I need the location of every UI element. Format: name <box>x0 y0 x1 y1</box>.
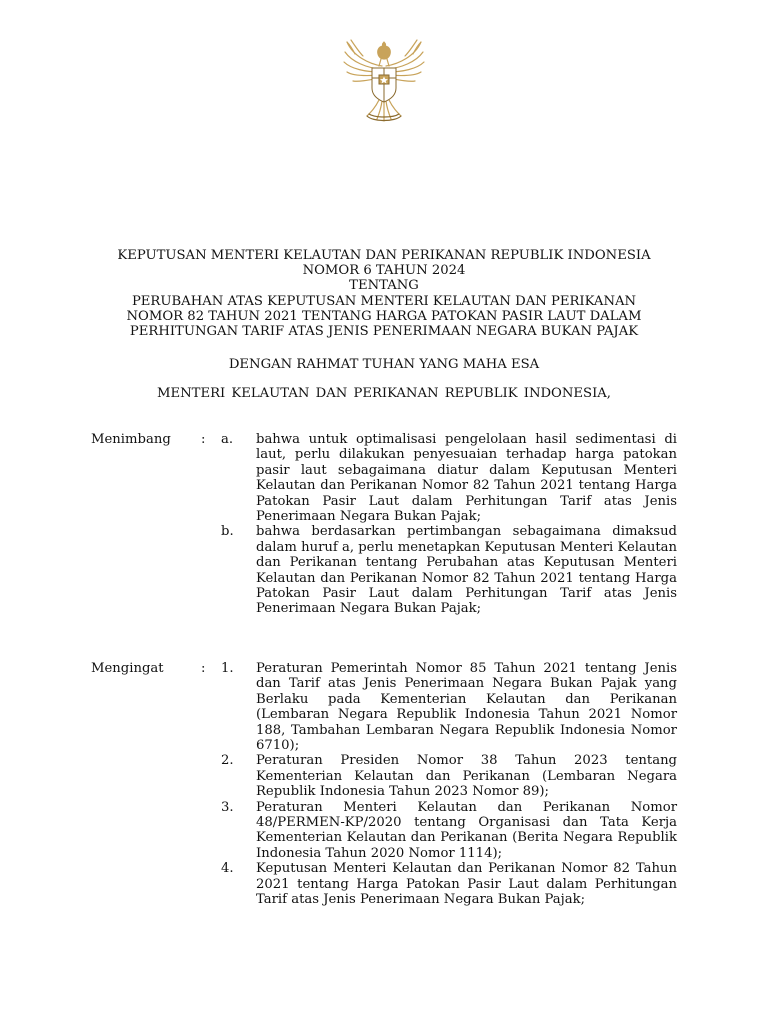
subject-line: PERUBAHAN ATAS KEPUTUSAN MENTERI KELAUTAN DAN PERIKANAN <box>131 293 637 309</box>
menteri-line: MENTERI KELAUTAN DAN PERIKANAN REPUBLIK INDONESIA, <box>157 386 611 401</box>
item-marker: 4. <box>221 861 234 877</box>
garuda-emblem-icon <box>339 36 429 126</box>
item-marker: 2. <box>221 753 234 769</box>
menimbang-section <box>91 432 677 617</box>
section-colon: : <box>201 432 206 447</box>
list-item <box>91 800 677 862</box>
item-text: Peraturan Presiden Nomor 38 Tahun 2023 tentang Kementerian Kelautan dan Perikanan (Lembaran Negara Republik Indonesia Tahun 2023 Nomor 89); <box>256 753 677 800</box>
item-marker: a. <box>221 432 234 447</box>
item-text: bahwa berdasarkan pertimbangan sebagaimana dimaksud dalam huruf a, perlu menetapkan Keputusan Menteri Kelautan dan Perikanan tentang Perubahan atas Keputusan Menteri Kelautan dan Perikanan Nomor 82 Tahun 2021 tentang Harga Patokan Pasir Laut dalam Perhitungan Tarif atas Jenis Penerimaan Negara Bukan Pajak; <box>256 524 677 617</box>
list-item <box>91 524 677 616</box>
list-item <box>91 861 677 907</box>
item-marker: 1. <box>221 661 234 676</box>
section-label: Mengingat <box>91 661 164 676</box>
section-label: Menimbang <box>91 432 171 447</box>
list-item <box>91 661 677 753</box>
item-marker: 3. <box>221 799 234 815</box>
item-marker: b. <box>221 524 234 540</box>
mengingat-section <box>91 661 677 908</box>
subject-line: NOMOR 82 TAHUN 2021 TENTANG HARGA PATOKAN PASIR LAUT DALAM <box>126 308 642 324</box>
item-text: Peraturan Pemerintah Nomor 85 Tahun 2021 tentang Jenis dan Tarif atas Jenis Penerimaan Negara Bukan Pajak yang Berlaku pada Kementerian Kelautan dan Perikanan (Lembaran Negara Republik Indonesia Tahun 2021 Nomor 188, Tambahan Lembaran Negara Republik Indonesia Nomor 6710); <box>256 661 677 754</box>
subject-line: PERHITUNGAN TARIF ATAS JENIS PENERIMAAN NEGARA BUKAN PAJAK <box>129 324 639 340</box>
item-text: bahwa untuk optimalisasi pengelolaan hasil sedimentasi di laut, perlu dilakukan penyesuaian terhadap harga patokan pasir laut sebagaimana diatur dalam Keputusan Menteri Kelautan dan Perikanan Nomor 82 Tahun 2021 tentang Harga Patokan Pasir Laut dalam Perhitungan Tarif atas Jenis Penerimaan Negara Bukan Pajak; <box>256 432 677 525</box>
section-colon: : <box>201 661 206 676</box>
title-line: KEPUTUSAN MENTERI KELAUTAN DAN PERIKANAN REPUBLIK INDONESIA <box>117 248 651 263</box>
rahmat-line: DENGAN RAHMAT TUHAN YANG MAHA ESA <box>228 357 540 372</box>
item-text: Keputusan Menteri Kelautan dan Perikanan Nomor 82 Tahun 2021 tentang Harga Patokan Pasir Laut dalam Perhitungan Tarif atas Jenis Penerimaan Negara Bukan Pajak; <box>256 861 677 908</box>
decree-number: NOMOR 6 TAHUN 2024 <box>302 263 466 279</box>
list-item <box>91 753 677 799</box>
document-title-block <box>60 248 708 339</box>
item-text: Peraturan Menteri Kelautan dan Perikanan Nomor 48/PERMEN-KP/2020 tentang Organisasi dan Tata Kerja Kementerian Kelautan dan Perikanan (Berita Negara Republik Indonesia Tahun 2020 Nomor 1114); <box>256 799 677 861</box>
tentang-label: TENTANG <box>349 278 419 294</box>
list-item <box>91 432 677 524</box>
